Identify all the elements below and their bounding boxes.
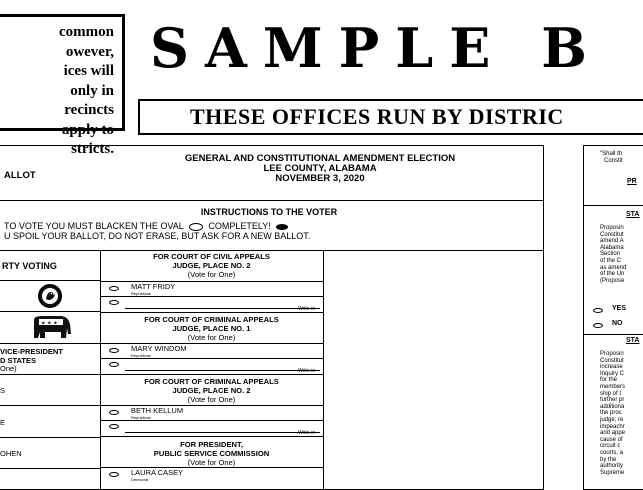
candidate-party: Republican [131,353,152,358]
contest-title: FOR COURT OF CIVIL APPEALS [153,252,270,261]
contest-subtitle: PUBLIC SERVICE COMMISSION [153,449,270,458]
ballot-label: ALLOT [4,170,36,181]
amendment-text-line: Constitut [600,357,624,364]
divider [583,205,643,206]
amendment-text-line: as amend [600,264,627,271]
instructions-text: COMPLETELY! [208,221,271,231]
amendment-text-line: judge; re [600,416,624,423]
amendment-quote-line: "Shall th [600,151,623,157]
vp-line-3: One) [0,364,17,373]
amendment-text-line: cause of [600,436,623,443]
divider [0,343,100,344]
amendment-text-line: impeachr [600,423,625,430]
write-in-label: Write-in [298,368,316,374]
notice-line: ices will [63,63,114,79]
vp-line-2: D STATES [0,355,36,365]
candidate-name: BETH KELLUM [131,406,184,415]
candidate-party: Republican [131,415,152,420]
amendment-text-line: of the Un [600,271,625,278]
contest-header [100,440,323,467]
divider [0,250,544,251]
contest-header [100,377,323,404]
no-label: NO [612,320,623,327]
notice-line: common [59,24,114,40]
amendment-text-line: Constitut [600,231,624,238]
contest-subtitle: JUDGE, PLACE NO. 2 [172,261,251,270]
election-line-3: NOVEMBER 3, 2020 [275,173,365,184]
column-divider [323,250,324,490]
write-in-oval[interactable] [109,362,119,367]
contest-subtitle: JUDGE, PLACE NO. 2 [172,386,251,395]
amendment-text-line: of the C [600,257,622,264]
notice-line: only in [70,82,114,99]
divider [100,420,323,421]
democrat-rooster-icon [38,284,62,308]
notice-line: owever, [65,43,114,60]
write-in-label: Write-in [298,430,316,436]
vote-oval[interactable] [109,472,119,477]
amendment-text-line: Supreme [600,469,625,476]
amendment-text-line: courts, a [600,449,624,456]
write-in-line[interactable] [125,370,320,371]
write-in-oval[interactable] [109,300,119,305]
amendment-text-line: Section [600,251,621,258]
left-row-label: E [0,418,6,427]
divider [100,436,323,437]
yes-oval[interactable] [593,308,603,313]
amendment-text-line: by the [600,456,617,463]
amendment-text-line: further pr [600,397,625,404]
amendment-text-line: Inquiry C [600,370,625,377]
amendment-text-line: increase [600,364,623,371]
divider [583,334,643,335]
divider [100,312,323,313]
contest-title: FOR COURT OF CRIMINAL APPEALS [144,315,279,324]
svg-text:★ ★ ★: ★ ★ ★ [41,320,58,327]
notice-line: stricts. [71,141,114,157]
notice-line: apply to [61,121,114,138]
amendment-text-line: for the [600,377,618,384]
amendment-text-2 [600,351,625,476]
amendment-text-line: amend A [600,238,624,245]
amendment-text-line: Proposin [600,351,624,357]
empty-oval-icon [189,223,203,231]
vp-line-1: VICE-PRESIDENT [0,347,63,356]
vote-for: (Vote for One) [187,458,236,467]
divider [0,374,100,375]
divider [0,468,100,469]
notice-line: recincts [64,102,114,118]
amendment-text-line: additiona [600,403,625,410]
proposal-heading: PR [627,178,637,185]
vote-for: (Vote for One) [187,270,236,279]
candidate-name: LAURA CASEY [131,468,184,477]
instructions-line-2: U SPOIL YOUR BALLOT, DO NOT ERASE, BUT ASK FOR A NEW BALLOT. [4,231,311,241]
divider [0,437,100,438]
write-in-oval[interactable] [109,424,119,429]
rooster-icon [40,286,60,306]
write-in-label: Write-in [298,306,316,312]
contest-header [100,252,323,279]
district-banner: THESE OFFICES RUN BY DISTRIC [190,104,564,129]
election-title [105,154,535,184]
statement-heading: STA [626,211,640,218]
vote-oval[interactable] [109,410,119,415]
elephant-icon [30,314,74,342]
left-row-label: S [0,386,6,395]
amendment-text-line: authority [600,463,624,470]
divider [100,374,323,375]
contest-title: FOR PRESIDENT, [180,440,243,449]
vote-oval[interactable] [109,348,119,353]
instructions-line-1 [4,221,288,231]
yes-label: YES [612,305,627,312]
vote-oval[interactable] [109,286,119,291]
amendment-text-line: the proc [600,410,622,417]
contest-title: FOR COURT OF CRIMINAL APPEALS [144,377,279,386]
divider [0,311,100,312]
instructions-heading: INSTRUCTIONS TO THE VOTER [200,207,338,217]
divider [0,405,100,406]
statement-heading: STA [626,337,640,344]
notice-box [0,14,125,157]
divider [100,296,323,297]
instructions-text: TO VOTE YOU MUST BLACKEN THE OVAL [4,221,184,231]
candidate-party: Democrat [131,477,149,482]
amendment-text-line: (Propose [600,277,625,284]
amendment-text-line: Proposin [600,225,624,231]
amendment-quote-line: Constit [604,158,623,164]
amendment-text-line: Alabama [600,244,624,251]
amendment-text-line: members [600,383,626,390]
election-line-1: GENERAL AND CONSTITUTIONAL AMENDMENT ELECTION [184,153,456,164]
page-title: SAMPLE B [150,16,603,80]
candidate-party: Republican [131,291,152,296]
candidate-name: MATT FRIDY [131,282,176,291]
divider [0,280,100,281]
left-row-label: OHEN [0,449,22,458]
contest-subtitle: JUDGE, PLACE NO. 1 [172,324,251,333]
amendment-text-line: ship of t [600,390,622,397]
vp-heading [0,348,63,374]
divider [0,200,544,201]
write-in-line[interactable] [125,432,320,433]
contest-header [100,315,323,342]
amendment-text-1 [600,225,626,284]
no-oval[interactable] [593,323,603,328]
vote-for: (Vote for One) [187,333,236,342]
election-line-2: LEE COUNTY, ALABAMA [263,163,377,174]
candidate-name: MARY WINDOM [131,344,187,353]
write-in-line[interactable] [125,308,320,309]
amendment-text-line: and appe [600,430,626,437]
vote-for: (Vote for One) [187,395,236,404]
straight-party-heading: RTY VOTING [2,261,57,271]
amendment-text-line: circuit c [600,443,621,450]
filled-oval-icon [276,224,288,230]
divider [100,358,323,359]
